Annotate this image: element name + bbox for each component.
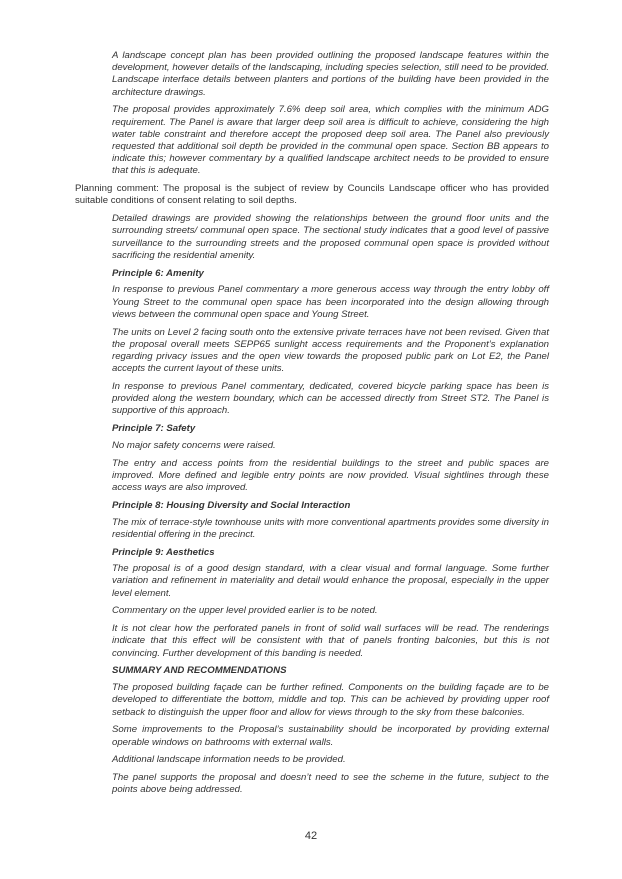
heading-principle-7: Principle 7: Safety	[112, 423, 196, 435]
paragraph-panel-support: The panel supports the proposal and doesn’t need to see the scheme in the future, subject to the points above being addressed.	[112, 772, 549, 796]
paragraph-landscape-info: Additional landscape information needs to be provided.	[112, 754, 346, 766]
heading-principle-6: Principle 6: Amenity	[112, 267, 204, 279]
paragraph-housing-mix: The mix of terrace-style townhouse units with more conventional apartments provides some diversity in residential offering in the precinct.	[112, 516, 549, 540]
planning-comment: Planning comment: The proposal is the subject of review by Councils Landscape officer who has provided suitable conditions of consent relating to soil depths.	[75, 183, 549, 207]
paragraph-perforated-panels: It is not clear how the perforated panels in front of solid wall surfaces will be read. The renderings indicate that this effect will be consistent with that of panels fronting balconies, but this is not convincing. Further development of this banding is needed.	[112, 623, 549, 659]
paragraph-safety-concerns: No major safety concerns were raised.	[112, 439, 276, 451]
paragraph-entry-access-points: The entry and access points from the residential buildings to the street and public spaces are improved. More defined and legible entry points are now provided. Visual sightlines through these access ways are also improved.	[112, 457, 549, 494]
paragraph-entry-lobby: In response to previous Panel commentary a more generous access way through the entry lobby off Young Street to the communal open space has been incorporated into the design allowing through views between the communal open space and Young Street.	[112, 284, 549, 320]
paragraph-deep-soil: The proposal provides approximately 7.6% deep soil area, which complies with the minimum ADG requirement. The Panel is aware that larger deep soil area is difficult to achieve, considering the high water table constraint and therefore accept the proposed deep soil area. The Panel also previously requested that additional soil depth be provided in the communal open space. Section BB appears to indicate this; however commentary by a qualified landscape architect needs to be provided to ensure that this is adequate.	[112, 104, 549, 177]
paragraph-level-2-units: The units on Level 2 facing south onto the extensive private terraces have not been revised. Given that the proposal overall meets SEPP65 sunlight access requirements and the Proponent’s explanation regarding privacy issues and the open view towards the proposed public park on Lot E2, the Panel accepts the current layout of these units.	[112, 326, 549, 375]
paragraph-upper-level-commentary: Commentary on the upper level provided earlier is to be noted.	[112, 605, 378, 617]
heading-principle-9: Principle 9: Aesthetics	[112, 546, 215, 558]
paragraph-design-standard: The proposal is of a good design standard, with a clear visual and formal language. Some further variation and refinement in materiality and detail would enhance the proposal, especially in the upper level element.	[112, 563, 549, 599]
paragraph-sustainability: Some improvements to the Proposal’s sustainability should be incorporated by providing external operable windows on bathrooms with external walls.	[112, 724, 549, 748]
paragraph-landscape-concept: A landscape concept plan has been provided outlining the proposed landscape features within the development, however details of the landscaping, including species selection, still need to be provided. Landscape interface details between planters and portions of the building have been provided in the architecture drawings.	[112, 50, 549, 98]
page-body	[75, 50, 549, 802]
paragraph-facade-refinement: The proposed building façade can be further refined. Components on the building façade are to be developed to differentiate the bottom, middle and top. This can be achieved by providing upper roof setback to distinguish the upper floor and allow for views through to the sky from these balconies.	[112, 682, 549, 718]
heading-summary: SUMMARY AND RECOMMENDATIONS	[112, 665, 287, 677]
paragraph-ground-floor-relationships: Detailed drawings are provided showing the relationships between the ground floor units and the surrounding streets/ communal open space. The sectional study indicates that a good level of passive surveillance to the surrounding streets and the proposed communal open space is provided without sacrificing the residential amenity.	[112, 213, 549, 261]
page-number: 42	[304, 830, 318, 842]
heading-principle-8: Principle 8: Housing Diversity and Social Interaction	[112, 499, 351, 511]
paragraph-bicycle-parking: In response to previous Panel commentary, dedicated, covered bicycle parking space has been is provided along the western boundary, which can be accessed directly from Street ST2. The Panel is supportive of this approach.	[112, 380, 549, 417]
